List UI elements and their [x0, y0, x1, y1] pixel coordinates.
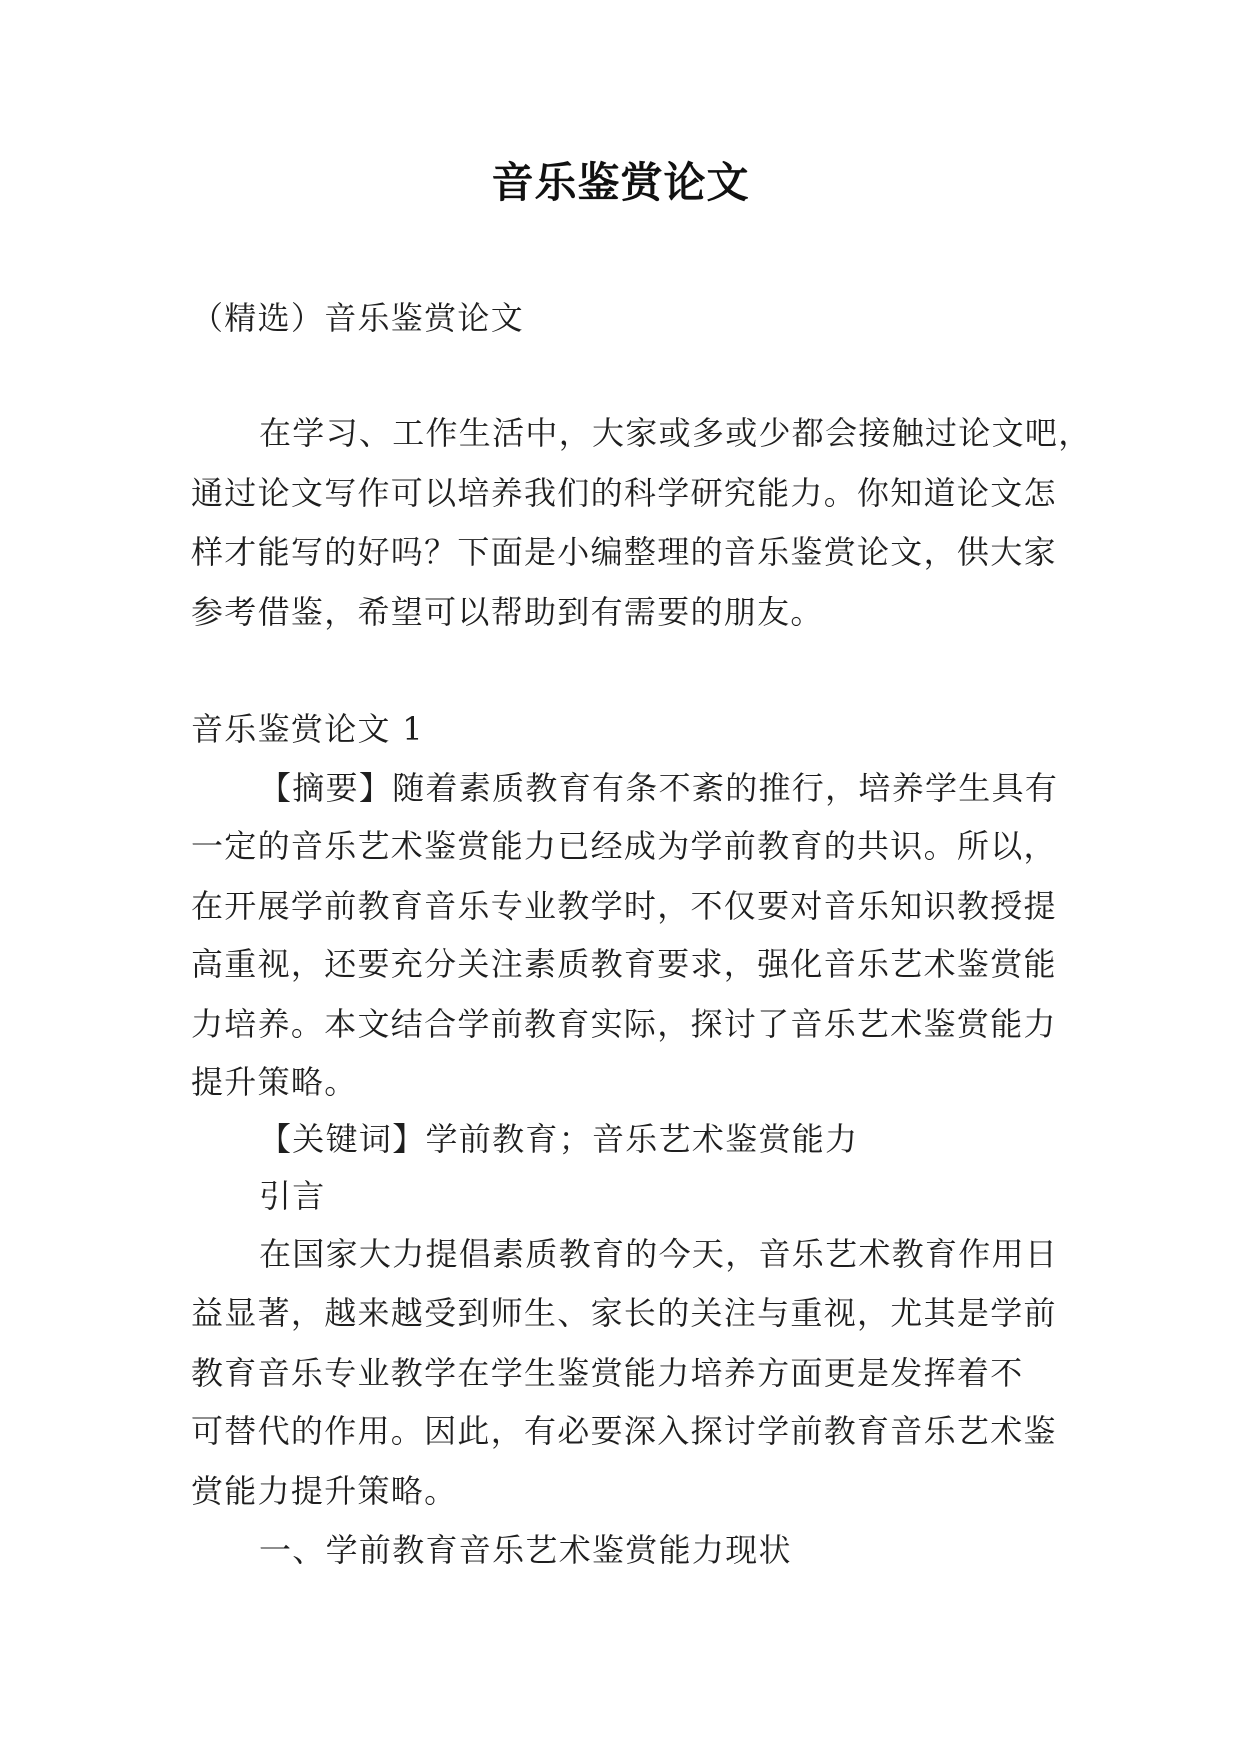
paragraph-line: 益显著，越来越受到师生、家长的关注与重视，尤其是学前 [191, 1294, 1057, 1332]
paragraph-line: 在学习、工作生活中，大家或多或少都会接触过论文吧， [259, 414, 1092, 452]
page-title: 音乐鉴赏论文 [491, 158, 750, 207]
paragraph-line: 力培养。本文结合学前教育实际，探讨了音乐艺术鉴赏能力 [191, 1005, 1057, 1043]
keywords-line: 【关键词】学前教育；音乐艺术鉴赏能力 [259, 1120, 859, 1158]
preface-heading: 引言 [259, 1177, 326, 1215]
paragraph-line: 赏能力提升策略。 [191, 1472, 458, 1510]
article-heading: 音乐鉴赏论文 1 [191, 710, 424, 748]
paragraph-line: 在国家大力提倡素质教育的今天，音乐艺术教育作用日 [259, 1235, 1059, 1273]
section-heading: 一、学前教育音乐艺术鉴赏能力现状 [259, 1531, 792, 1569]
paragraph-line: 样才能写的好吗？下面是小编整理的音乐鉴赏论文，供大家 [191, 533, 1057, 571]
paragraph-line: 在开展学前教育音乐专业教学时，不仅要对音乐知识教授提 [191, 887, 1057, 925]
paragraph-line: 可替代的作用。因此，有必要深入探讨学前教育音乐艺术鉴 [191, 1412, 1057, 1450]
paragraph-line: 参考借鉴，希望可以帮助到有需要的朋友。 [191, 593, 824, 631]
document-subtitle: （精选）音乐鉴赏论文 [191, 299, 525, 337]
paragraph-line: 提升策略。 [191, 1063, 358, 1101]
paragraph-line: 通过论文写作可以培养我们的科学研究能力。你知道论文怎 [191, 474, 1057, 512]
paragraph-line: 一定的音乐艺术鉴赏能力已经成为学前教育的共识。所以， [191, 827, 1057, 865]
paragraph-line: 高重视，还要充分关注素质教育要求，强化音乐艺术鉴赏能 [191, 945, 1057, 983]
paragraph-line: 【摘要】随着素质教育有条不紊的推行，培养学生具有 [259, 769, 1059, 807]
paragraph-line: 教育音乐专业教学在学生鉴赏能力培养方面更是发挥着不 [191, 1354, 1024, 1392]
